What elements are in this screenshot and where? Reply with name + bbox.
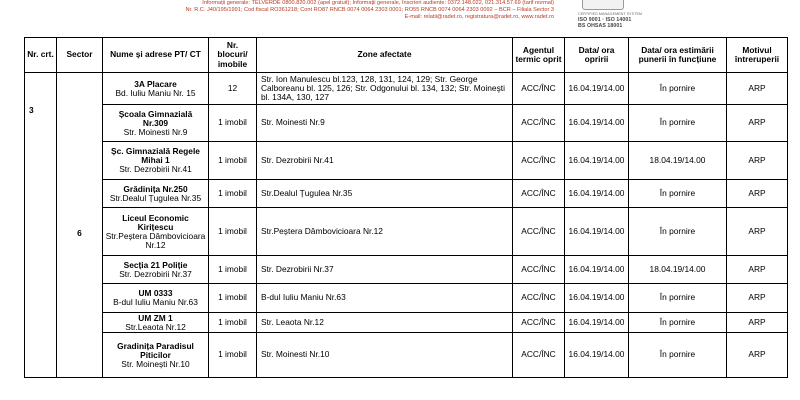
agent-cell: ACC/ÎNC — [513, 284, 565, 313]
zones-cell: Str. Moinesti Nr.10 — [257, 333, 513, 378]
blocks-cell: 1 imobil — [209, 313, 257, 333]
station-cell — [103, 180, 209, 208]
station-name: Liceul Economic Kirițescu — [122, 212, 189, 232]
estimate-cell: 18.04.19/14.00 — [629, 256, 727, 284]
station-name: Șc. Gimnazială Regele Mihai 1 — [111, 146, 200, 165]
agent-cell: ACC/ÎNC — [513, 73, 565, 105]
letterhead-line: E-mail: relatii@radet.ro, registratura@radet.ro, www.radet.ro — [404, 14, 554, 21]
station-cell — [103, 105, 209, 142]
agent-cell: ACC/ÎNC — [513, 256, 565, 284]
station-cell — [103, 333, 209, 378]
column-header-estimate: Data/ ora estimării punerii în funcțiune — [629, 38, 727, 73]
column-header-sector: Sector — [57, 38, 103, 73]
outage-table — [24, 37, 788, 378]
zones-cell: Str. Leaota Nr.12 — [257, 313, 513, 333]
reason-cell: ARP — [727, 333, 788, 378]
station-address: Str. Dezrobirii Nr.37 — [119, 268, 192, 279]
zones-cell: B-dul Iuliu Maniu Nr.63 — [257, 284, 513, 313]
table-row — [25, 73, 788, 105]
reason-cell: ARP — [727, 105, 788, 142]
station-cell — [103, 208, 209, 256]
estimate-cell: În pornire — [629, 105, 727, 142]
stop-cell: 16.04.19/14.00 — [565, 313, 629, 333]
blocks-cell: 1 imobil — [209, 333, 257, 378]
station-name: UM ZM 1 — [138, 312, 173, 323]
stop-cell: 16.04.19/14.00 — [565, 142, 629, 180]
zones-cell: Str. Dezrobirii Nr.41 — [257, 142, 513, 180]
reason-cell: ARP — [727, 208, 788, 256]
agent-cell: ACC/ÎNC — [513, 180, 565, 208]
table-row — [25, 333, 788, 378]
station-address: Str. Moinesti Nr.9 — [123, 126, 188, 137]
row-number: 3 — [25, 73, 57, 378]
zones-cell: Str. Moinesti Nr.9 — [257, 105, 513, 142]
table-row — [25, 105, 788, 142]
station-cell — [103, 256, 209, 284]
station-name: Secția 21 Poliție — [123, 259, 188, 270]
reason-cell: ARP — [727, 142, 788, 180]
column-header-name: Nume și adrese PT/ CT — [103, 38, 209, 73]
stop-cell: 16.04.19/14.00 — [565, 256, 629, 284]
blocks-cell: 1 imobil — [209, 142, 257, 180]
station-cell — [103, 142, 209, 180]
estimate-cell: În pornire — [629, 284, 727, 313]
table-row — [25, 180, 788, 208]
station-address: Str.Leaota Nr.12 — [125, 321, 186, 332]
reason-cell: ARP — [727, 73, 788, 105]
zones-cell: Str.Peștera Dâmbovicioara Nr.12 — [257, 208, 513, 256]
certification-caption: CERTIFIED MANAGEMENT SYSTEM — [578, 12, 643, 16]
certification-badge — [578, 0, 643, 32]
estimate-cell: În pornire — [629, 333, 727, 378]
zones-cell: Str. Dezrobirii Nr.37 — [257, 256, 513, 284]
station-address: Str. Dezrobirii Nr.41 — [119, 164, 192, 174]
station-address: Str.Peștera Dâmbovicioara Nr.12 — [105, 230, 206, 250]
blocks-cell: 1 imobil — [209, 180, 257, 208]
stop-cell: 16.04.19/14.00 — [565, 208, 629, 256]
stop-cell: 16.04.19/14.00 — [565, 105, 629, 142]
agent-cell: ACC/ÎNC — [513, 313, 565, 333]
station-address: Str.Dealul Țugulea Nr.35 — [109, 192, 202, 203]
column-header-zones: Zone afectate — [257, 38, 513, 73]
stop-cell: 16.04.19/14.00 — [565, 180, 629, 208]
blocks-cell: 1 imobil — [209, 284, 257, 313]
certification-iso-line: ISO 9001 · ISO 14001 — [578, 17, 632, 23]
blocks-cell: 1 imobil — [209, 208, 257, 256]
column-header-stop: Data/ ora opririi — [565, 38, 629, 73]
estimate-cell: În pornire — [629, 208, 727, 256]
station-name: Școala Gimnazială Nr.309 — [118, 108, 193, 128]
estimate-cell: 18.04.19/14.00 — [629, 142, 727, 180]
column-header-nr: Nr. crt. — [25, 38, 57, 73]
zones-cell: Str.Dealul Țugulea Nr.35 — [257, 180, 513, 208]
station-address: Bd. Iuliu Maniu Nr. 15 — [115, 87, 196, 98]
estimate-cell: În pornire — [629, 180, 727, 208]
column-header-reason: Motivul întreruperii — [727, 38, 788, 73]
station-name: UM 0333 — [138, 288, 173, 298]
table-row — [25, 284, 788, 313]
stop-cell: 16.04.19/14.00 — [565, 333, 629, 378]
table-row — [25, 256, 788, 284]
blocks-cell: 1 imobil — [209, 256, 257, 284]
table-header-row — [25, 38, 788, 73]
station-cell — [103, 313, 209, 333]
station-address: B-dul Iuliu Maniu Nr.63 — [113, 297, 198, 307]
sector-number: 6 — [57, 73, 103, 378]
table-row — [25, 208, 788, 256]
station-address: Str. Moinești Nr.10 — [121, 358, 190, 369]
reason-cell: ARP — [727, 256, 788, 284]
station-name: Grădinița Nr.250 — [123, 183, 188, 194]
letterhead-line: Informații generale: TELVERDE 0800.820.002 (apel gratuit); Informații generale, înscrieri audiente: 0372.148.022, 021.314.57.69 (tarif normal) — [202, 0, 554, 6]
letterhead — [0, 0, 800, 34]
blocks-cell: 12 — [209, 73, 257, 105]
station-name: Gradinița Paradisul Piticilor — [117, 340, 194, 360]
agent-cell: ACC/ÎNC — [513, 142, 565, 180]
blocks-cell: 1 imobil — [209, 105, 257, 142]
table-row — [25, 313, 788, 333]
stop-cell: 16.04.19/14.00 — [565, 284, 629, 313]
agent-cell: ACC/ÎNC — [513, 105, 565, 142]
letterhead-line: Nr. R.C. J40/195/1991; Cod fiscal RO361218; Cont RO87 RNCB 0074 0064 2303 0001; RO55 RNCB 0074 0064 2303 0092 – BCR – Filiala Sector 3 — [185, 7, 554, 14]
reason-cell: ARP — [727, 284, 788, 313]
estimate-cell: În pornire — [629, 73, 727, 105]
agent-cell: ACC/ÎNC — [513, 208, 565, 256]
stop-cell: 16.04.19/14.00 — [565, 73, 629, 105]
station-name: 3A Placare — [134, 78, 177, 89]
reason-cell: ARP — [727, 180, 788, 208]
agent-cell: ACC/ÎNC — [513, 333, 565, 378]
zones-cell: Str. Ion Manulescu bl.123, 128, 131, 124, 129; Str. George Calboreanu bl. 125, 126; Str. Odgonului bl. 134, 132; Str. Moineşti bl. 134A, 130, 127 — [257, 73, 513, 105]
column-header-agent: Agentul termic oprit — [513, 38, 565, 73]
column-header-blocks: Nr. blocuri/ imobile — [209, 38, 257, 73]
certification-logo-icon — [582, 0, 624, 10]
estimate-cell: În pornire — [629, 313, 727, 333]
station-cell — [103, 284, 209, 313]
reason-cell: ARP — [727, 313, 788, 333]
certification-ohsas-line: BS OHSAS 18001 — [578, 23, 623, 29]
letterhead-contact-lines — [134, 0, 554, 21]
table-row — [25, 142, 788, 180]
station-cell — [103, 73, 209, 105]
